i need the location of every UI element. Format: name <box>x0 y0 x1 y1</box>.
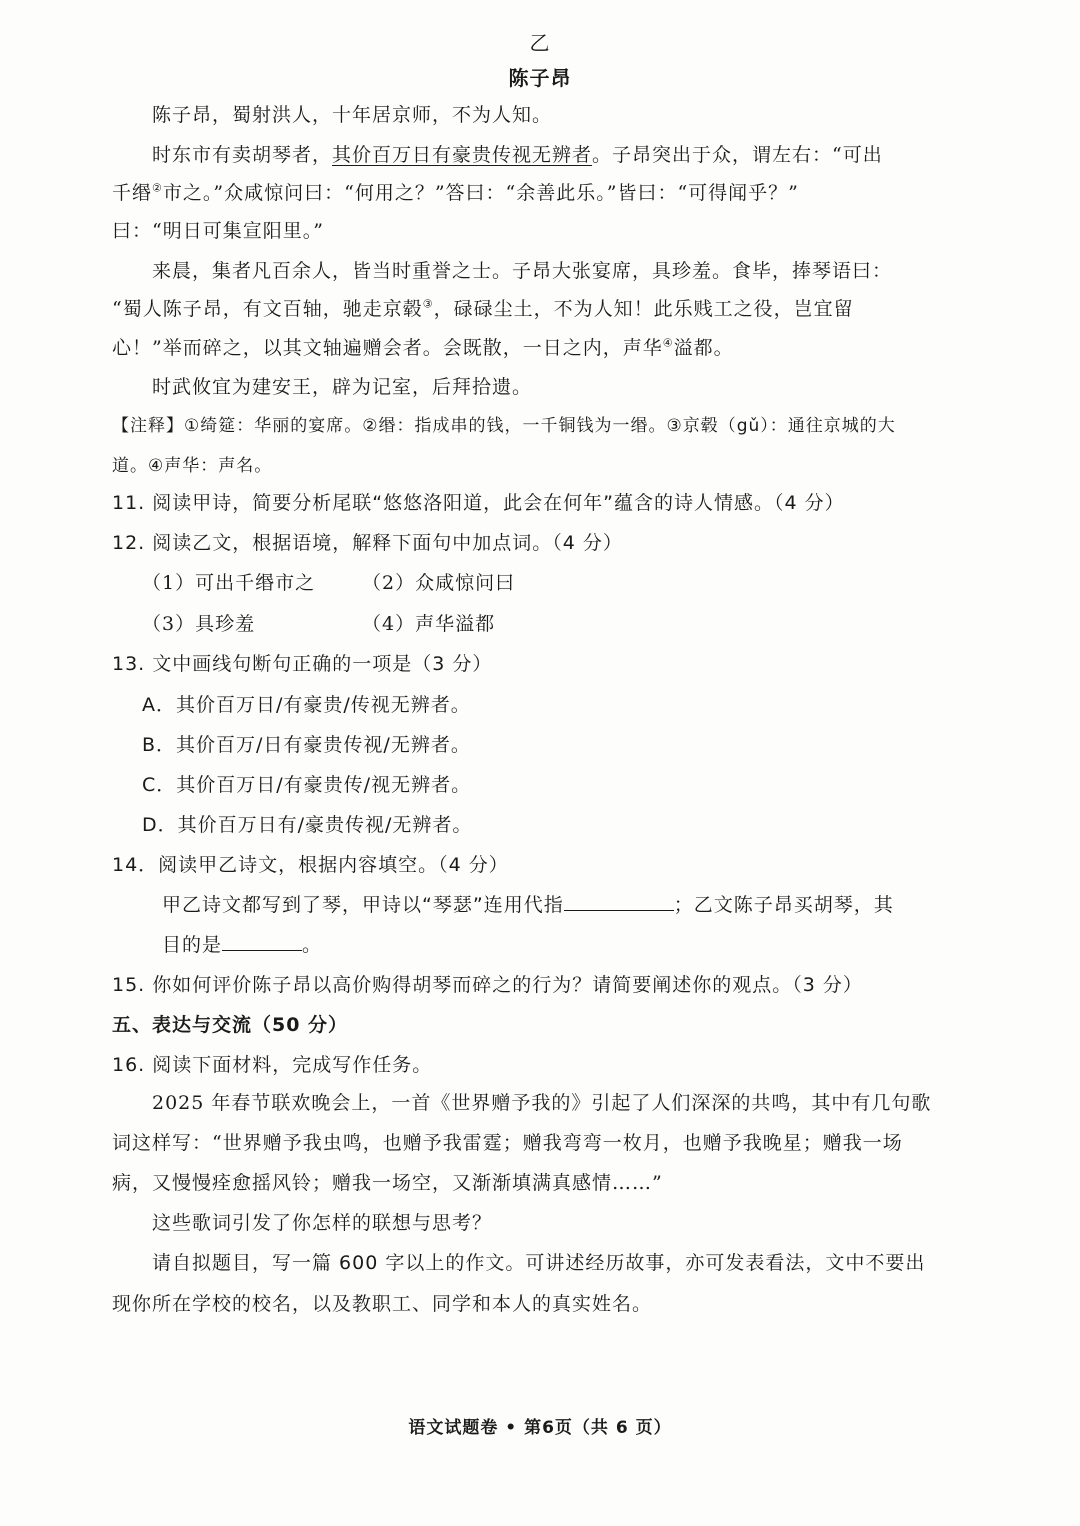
passage-text: 。子昂突出于众，谓左右：“可出 <box>592 144 883 166</box>
question-11: 11. 阅读甲诗，简要分析尾联“悠悠洛阳道，此会在何年”蕴含的诗人情感。（4 分） <box>112 492 845 514</box>
footnote-marker: ④ <box>662 336 674 350</box>
passage-text: “蜀人陈子昂，有文百轴，驰走京毂 <box>112 298 423 320</box>
footnote-marker: ③ <box>422 297 434 311</box>
question-text: 。 <box>302 934 323 956</box>
question-14-line-1 <box>162 892 894 918</box>
material-line-1: 2025 年春节联欢晚会上，一首《世界赠予我的》引起了人们深深的共鸣，其中有几句歌 <box>152 1092 932 1114</box>
passage-text: 溢都。 <box>673 337 734 359</box>
underlined-sentence: 其价百万日有豪贵传视无辨者 <box>332 144 593 166</box>
passage-paragraph-2-line-3: 曰：“明日可集宣阳里。” <box>112 220 324 242</box>
question-12: 12. 阅读乙文，根据语境，解释下面句中加点词。（4 分） <box>112 532 623 554</box>
question-13-option-a: A．其价百万日/有豪贵/传视无辨者。 <box>142 694 471 716</box>
notes-line-2: 道。④声华：声名。 <box>112 456 273 476</box>
section-5-heading: 五、表达与交流（50 分） <box>112 1014 349 1036</box>
passage-text: 市之。”众咸惊问曰：“何用之？”答曰：“余善此乐。”皆曰：“可得闻乎？” <box>162 182 799 204</box>
material-line-5: 请自拟题目，写一篇 600 字以上的作文。可讲述经历故事，亦可发表看法，文中不要出 <box>152 1252 926 1274</box>
question-13: 13. 文中画线句断句正确的一项是（3 分） <box>112 653 493 675</box>
question-13-option-c: C．其价百万日/有豪贵传/视无辨者。 <box>142 774 472 796</box>
answer-blank-2[interactable] <box>222 932 302 951</box>
section-marker: 乙 <box>529 31 551 55</box>
passage-paragraph-3-line-2 <box>112 296 854 322</box>
material-line-3: 病，又慢慢痊愈摇风铃；赠我一场空，又渐渐填满真感情……” <box>112 1172 663 1194</box>
question-14-line-2 <box>162 932 322 958</box>
question-12-item-2: （2）众咸惊问曰 <box>362 572 516 594</box>
question-12-item-4: （4）声华溢都 <box>362 613 496 635</box>
page-footer: 语文试题卷 • 第6页（共 6 页） <box>408 1418 672 1438</box>
material-line-4: 这些歌词引发了你怎样的联想与思考？ <box>152 1212 493 1234</box>
passage-paragraph-2-line-2 <box>112 180 799 206</box>
passage-paragraph-3-line-1: 来晨，集者凡百余人，皆当时重誉之士。子昂大张宴席，具珍羞。食毕，捧琴语曰： <box>152 260 893 282</box>
question-text: 甲乙诗文都写到了琴，甲诗以“琴瑟”连用代指 <box>162 894 564 916</box>
question-12-item-1: （1）可出千缗市之 <box>142 572 316 594</box>
answer-blank-1[interactable] <box>564 892 674 911</box>
passage-text: ，碌碌尘土，不为人知！此乐贱工之役，岂宜留 <box>433 298 854 320</box>
material-line-2: 词这样写：“世界赠予我虫鸣，也赠予我雷霆；赠我弯弯一枚月，也赠予我晚星；赠我一场 <box>112 1132 903 1154</box>
passage-paragraph-2-line-1 <box>152 142 883 168</box>
passage-text: 时东市有卖胡琴者， <box>152 144 333 166</box>
question-13-option-d: D．其价百万日有/豪贵传视/无辨者。 <box>142 814 473 836</box>
question-15: 15. 你如何评价陈子昂以高价购得胡琴而碎之的行为？请简要阐述你的观点。（3 分） <box>112 974 863 996</box>
material-line-6: 现你所在学校的校名，以及教职工、同学和本人的真实姓名。 <box>112 1293 653 1315</box>
passage-paragraph-1: 陈子昂，蜀射洪人，十年居京师，不为人知。 <box>152 104 553 126</box>
question-13-option-b: B．其价百万/日有豪贵传视/无辨者。 <box>142 734 471 756</box>
notes-line-1: 【注释】①绮筵：华丽的宴席。②缗：指成串的钱，一千铜钱为一缗。③京毂（gǔ）：通往京城的大 <box>112 416 896 436</box>
passage-text: 千缗 <box>112 182 153 204</box>
question-text: 目的是 <box>162 934 223 956</box>
question-16: 16. 阅读下面材料，完成写作任务。 <box>112 1054 433 1076</box>
passage-paragraph-4: 时武攸宜为建安王，辟为记室，后拜拾遗。 <box>152 376 533 398</box>
question-text: ；乙文陈子昂买胡琴，其 <box>673 894 894 916</box>
question-12-item-3: （3）具珍羞 <box>142 613 256 635</box>
passage-paragraph-3-line-3 <box>112 335 734 361</box>
footnote-marker: ② <box>152 181 163 195</box>
passage-text: 心！”举而碎之，以其文轴遍赠会者。会既散，一日之内，声华 <box>112 337 663 359</box>
passage-title: 陈子昂 <box>508 66 572 90</box>
question-14: 14．阅读甲乙诗文，根据内容填空。（4 分） <box>112 854 509 876</box>
